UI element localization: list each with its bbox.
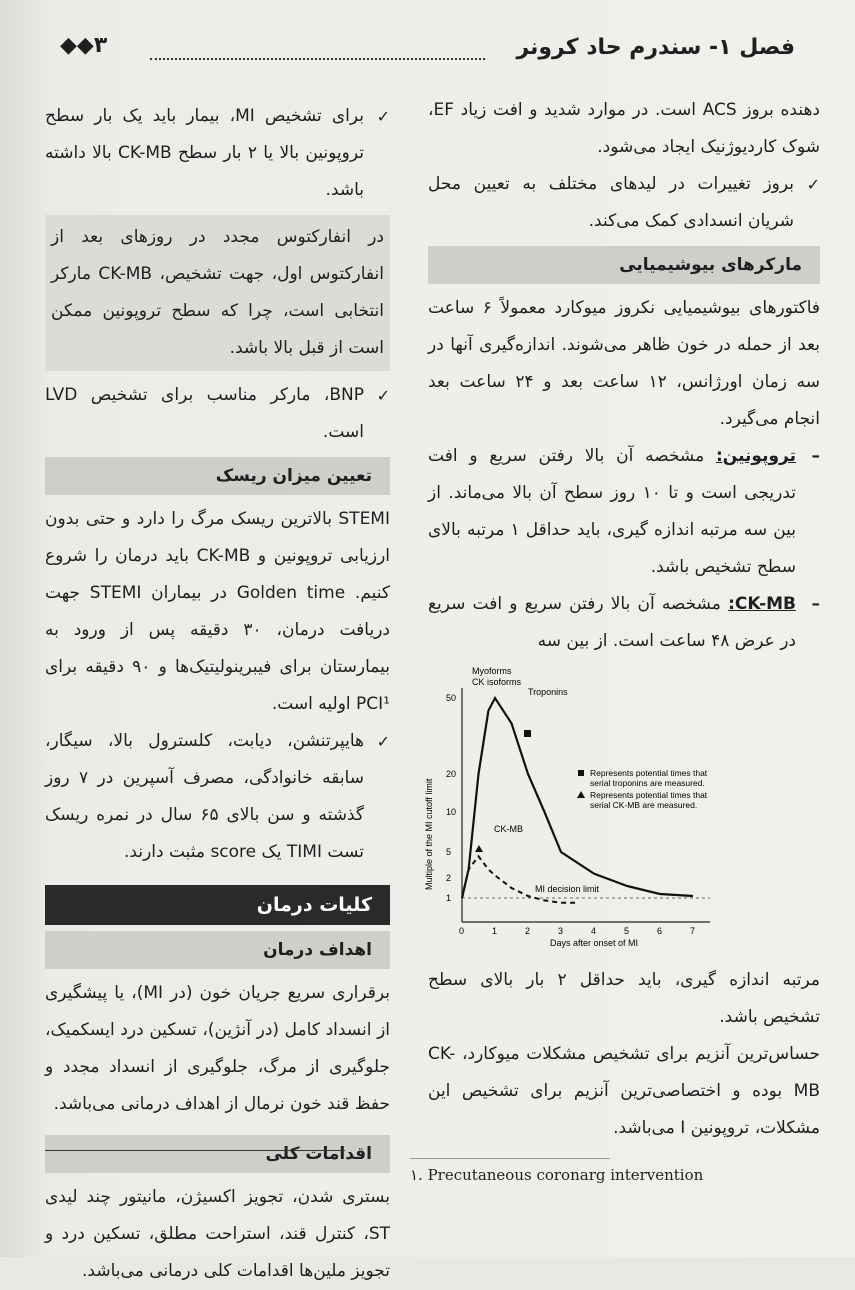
bullet-item: ✓ برای تشخیص MI، بیمار باید یک بار سطح تروپونین بالا یا ۲ بار سطح CK-MB بالا داشته باشد. xyxy=(45,98,390,209)
footnote: ۱. Precutaneous coronarg intervention xyxy=(410,1166,704,1184)
legend-triangle-icon xyxy=(577,791,585,798)
y-tick-label: 1 xyxy=(446,893,452,903)
check-icon: ✓ xyxy=(806,175,820,194)
biomarker-chart xyxy=(420,660,750,960)
x-tick-label: 7 xyxy=(690,926,696,936)
dash-item: – تروپونین: مشخصه آن بالا رفتن سریع و افت تدریجی است و تا ۱۰ روز سطح آن بالا می‌ماند. از بین سه مرتبه اندازه گیری، باید حداقل ۱ مرتبه بالای سطح تشخیص باشد. xyxy=(428,446,820,577)
x-tick-label: 2 xyxy=(525,926,531,936)
section-heading-dark: کلیات درمان xyxy=(45,885,390,925)
left-column xyxy=(45,98,390,1290)
troponin-marker xyxy=(524,730,531,737)
right-column xyxy=(428,92,820,660)
check-icon: ✓ xyxy=(376,386,390,405)
footnote-divider xyxy=(410,1158,610,1159)
section-heading: تعیین میزان ریسک xyxy=(45,457,390,495)
legend-line: serial troponins are measured. xyxy=(590,778,705,788)
subsection-heading: اقدامات کلی xyxy=(45,1135,390,1173)
note-box: در انفارکتوس مجدد در روزهای بعد از انفارکتوس اول، جهت تشخیص، CK-MB مارکر انتخابی است، چرا که سطح تروپونین ممکن است از قبل بالا باشد. xyxy=(45,215,390,371)
bullet-item: ✓ هایپرتنشن، دیابت، کلسترول بالا، سیگار، سابقه خانوادگی، مصرف آسپرین در ۷ روز گذشته و سن بالای ۶۵ سال در نمره ریسک تست TIMI یک score مثبت دارند. xyxy=(45,723,390,871)
x-axis-label: Days after onset of MI xyxy=(550,938,639,948)
divider xyxy=(45,1150,345,1151)
paragraph: بستری شدن، تجویز اکسیژن، مانیتور چند لیدی ST، کنترل قند، استراحت مطلق، تسکین درد و تجویز ملین‌ها اقدامات کلی درمانی می‌باشد. xyxy=(45,1187,390,1281)
header-dots xyxy=(150,58,485,60)
paragraph: برقراری سریع جریان خون (در MI)، یا پیشگیری از انسداد کامل (در آنژین)، تسکین درد ایسکمیک، جلوگیری از مرگ، جلوگیری از انسداد مجدد و حفظ قند خون نرمال از اهداف درمانی می‌باشد. xyxy=(45,983,390,1114)
y-tick-label: 20 xyxy=(446,769,457,779)
legend-line: serial CK-MB are measured. xyxy=(590,800,698,810)
y-tick-label: 2 xyxy=(446,873,452,883)
ckmb-marker xyxy=(475,845,483,852)
ckmb-label: CK-MB xyxy=(494,824,523,834)
section-heading: مارکرهای بیوشیمیایی xyxy=(428,246,820,284)
chapter-title: فصل ۱- سندرم حاد کرونر xyxy=(516,35,795,60)
bullet-item: ✓ بروز تغییرات در لیدهای مختلف به تعیین محل شریان انسدادی کمک می‌کند. xyxy=(428,166,820,240)
page-number: ◆◆۳ xyxy=(60,33,108,58)
mi-limit-label: MI decision limit xyxy=(535,884,600,894)
x-tick-label: 0 xyxy=(459,926,465,936)
paragraph: دهنده بروز ACS است. در موارد شدید و افت زیاد EF، شوک کاردیوژنیک ایجاد می‌شود. xyxy=(428,100,820,157)
paragraph: مرتبه اندازه گیری، باید حداقل ۲ بار بالای سطح تشخیص باشد. xyxy=(428,970,820,1027)
check-icon: ✓ xyxy=(376,107,390,126)
bullet-item: ✓ BNP، مارکر مناسب برای تشخیص LVD است. xyxy=(45,377,390,451)
page-header xyxy=(40,30,815,80)
y-tick-label: 50 xyxy=(446,693,457,703)
y-tick-label: 5 xyxy=(446,847,452,857)
y-tick-label: 10 xyxy=(446,807,457,817)
paragraph: حساس‌ترین آنزیم برای تشخیص مشکلات میوکارد، CK-MB بوده و اختصاصی‌ترین آنزیم برای تشخیص این مشکلات، تروپونین I می‌باشد. xyxy=(428,1044,820,1138)
paragraph: فاکتورهای بیوشیمیایی نکروز میوکارد معمولاً ۶ ساعت بعد از حمله در خون ظاهر می‌شوند. اندازه‌گیری آنها در سه زمان اورژانس، ۱۲ ساعت بعد و ۲۴ ساعت بعد انجام می‌گیرد. xyxy=(428,298,820,429)
y-axis-label: Multiple of the MI cutoff limit xyxy=(424,778,434,890)
x-tick-label: 6 xyxy=(657,926,663,936)
x-tick-label: 3 xyxy=(558,926,564,936)
subsection-heading: اهداف درمان xyxy=(45,931,390,969)
legend-line: Represents potential times that xyxy=(590,768,708,778)
legend-line: Represents potential times that xyxy=(590,790,708,800)
check-icon: ✓ xyxy=(376,732,390,751)
x-tick-label: 1 xyxy=(492,926,498,936)
legend-square-icon xyxy=(578,770,584,776)
ckmb-curve xyxy=(462,856,578,902)
right-column-lower xyxy=(428,962,820,1147)
x-tick-label: 5 xyxy=(624,926,630,936)
myoforms-label: Myoforms xyxy=(472,666,512,676)
ck-isoforms-label: CK isoforms xyxy=(472,677,522,687)
paragraph: STEMI بالاترین ریسک مرگ را دارد و حتی بدون ارزیابی تروپونین و CK-MB باید درمان را شروع کنیم. Golden time در بیماران STEMI جهت دریافت درمان، ۳۰ دقیقه پس از ورود به بیمارستان برای فیبرینولیتیک‌ها و ۹۰ دقیقه برای PCI¹ اولیه است. xyxy=(45,509,390,714)
x-tick-label: 4 xyxy=(591,926,597,936)
troponins-label: Troponins xyxy=(528,687,568,697)
dash-item: – CK-MB: مشخصه آن بالا رفتن سریع و افت سریع در عرض ۴۸ ساعت است. از بین سه xyxy=(428,594,820,651)
